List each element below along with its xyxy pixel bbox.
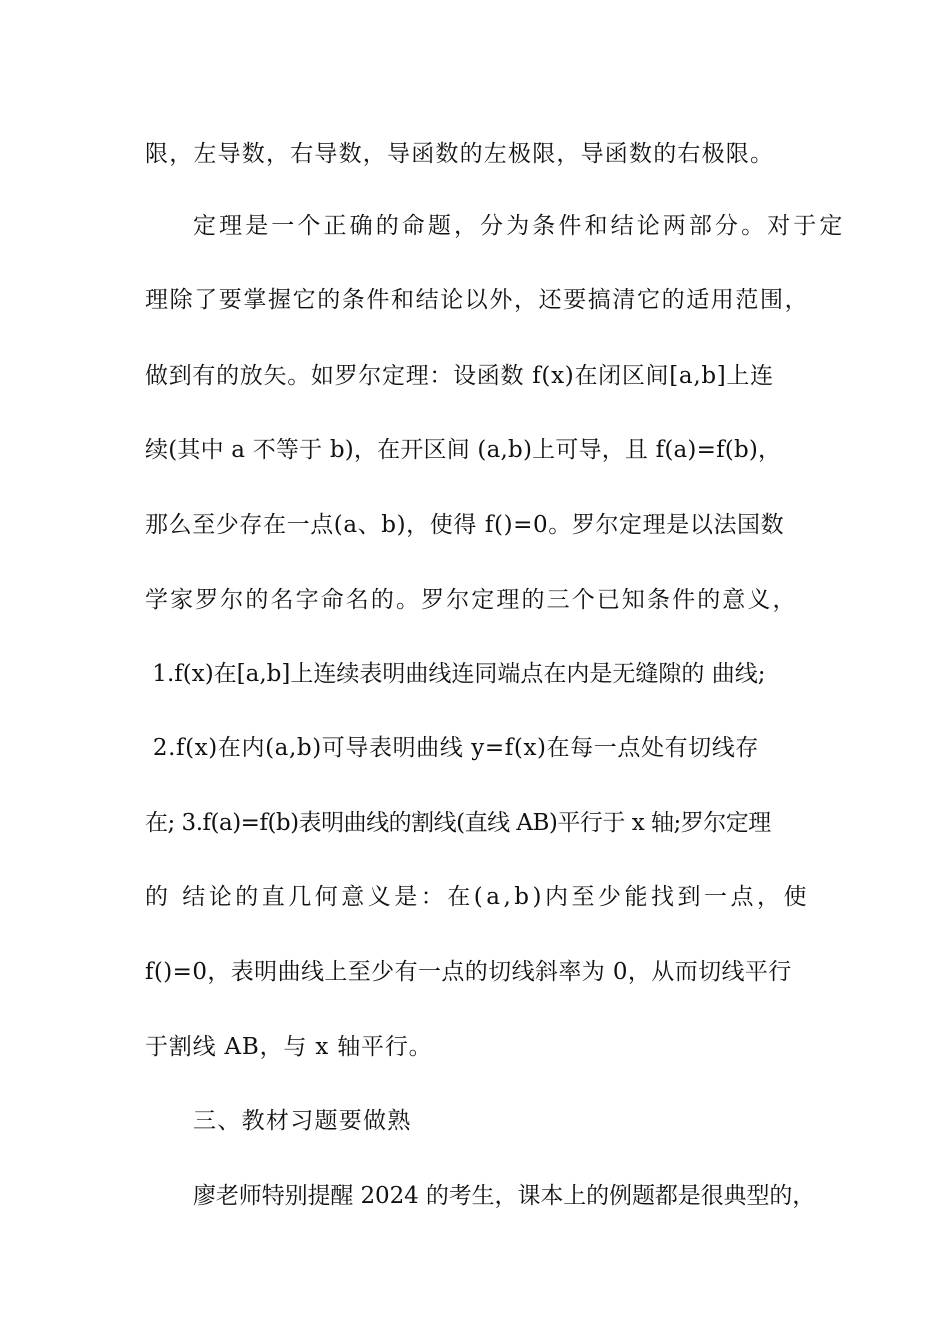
text-line-7: 学家罗尔的名字命名的。罗尔定理的三个已知条件的意义， bbox=[145, 587, 798, 613]
text-line-6: 那么至少存在一点(a、b)，使得 f()=0。罗尔定理是以法国数 bbox=[145, 512, 785, 538]
text-line-15: 廖老师特别提醒 2024 的考生，课本上的例题都是很典型的， bbox=[193, 1183, 816, 1209]
text-line-8: 1.f(x)在[a,b]上连续表明曲线连同端点在内是无缝隙的 曲线; bbox=[145, 661, 766, 687]
text-line-11: 的 结论的直几何意义是：在(a,b)内至少能找到一点，使 bbox=[145, 884, 811, 910]
text-line-9: 2.f(x)在内(a,b)可导表明曲线 y=f(x)在每一点处有切线存 bbox=[145, 735, 759, 761]
text-line-13: 于割线 AB，与 x 轴平行。 bbox=[145, 1034, 433, 1060]
text-line-4: 做到有的放矢。如罗尔定理：设函数 f(x)在闭区间[a,b]上连 bbox=[145, 363, 774, 389]
text-line-5: 续(其中 a 不等于 b)，在开区间 (a,b)上可导，且 f(a)=f(b)， bbox=[145, 437, 782, 463]
text-line-10: 在; 3.f(a)=f(b)表明曲线的割线(直线 AB)平行于 x 轴;罗尔定理 bbox=[145, 810, 771, 836]
text-line-12: f()=0，表明曲线上至少有一点的切线斜率为 0，从而切线平行 bbox=[145, 959, 792, 985]
text-line-3: 理除了要掌握它的条件和结论以外，还要搞清它的适用范围， bbox=[145, 287, 810, 313]
text-line-1: 限，左导数，右导数，导函数的左极限，导函数的右极限。 bbox=[145, 141, 775, 167]
section-heading: 三、教材习题要做熟 bbox=[193, 1108, 412, 1134]
text-line-2: 定理是一个正确的命题，分为条件和结论两部分。对于定 bbox=[193, 213, 846, 239]
